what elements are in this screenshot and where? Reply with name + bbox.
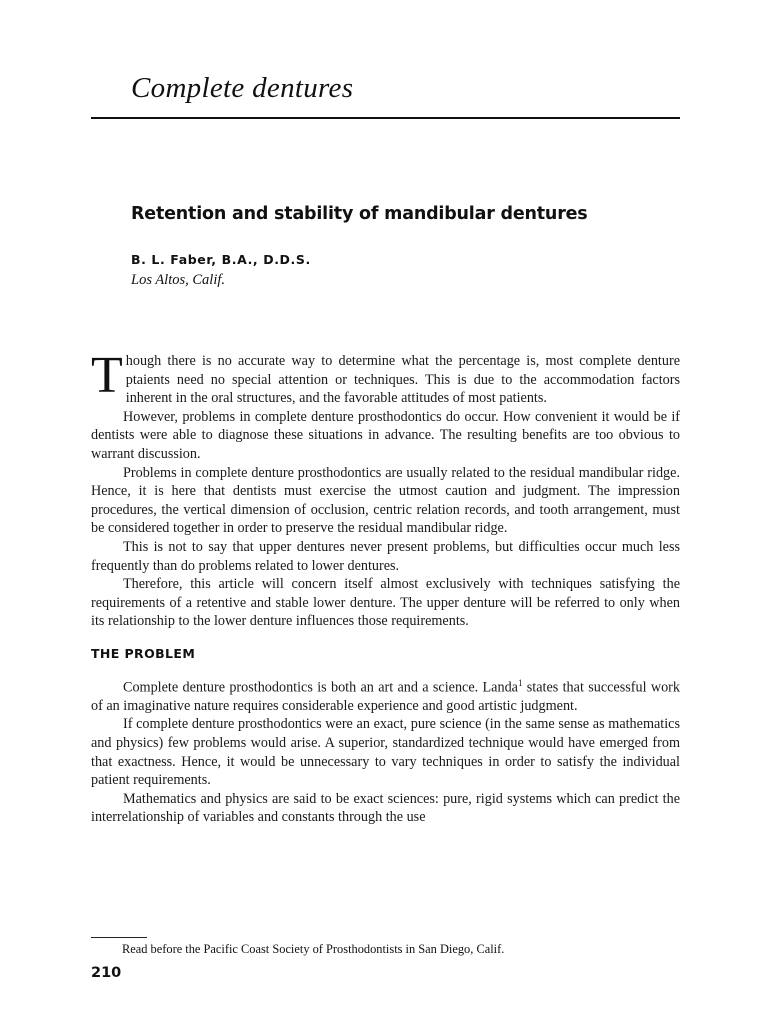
running-head: Complete dentures [131,72,354,104]
intro-text: hough there is no accurate way to determine what the percentage is, most complete denture ptaients need no special attention or techniques. This is due to the accommodation factors inherent in the oral structures, and the favorable attitudes of most patients. [125,353,680,407]
body-paragraph: However, problems in complete denture prosthodontics do occur. How convenient it would be if dentists were able to diagnose these situations in advance. The resulting benefits are too obvious to warrant discussion. [91,408,680,462]
section-paragraph: If complete denture prosthodontics were an exact, pure science (in the same sense as mathematics and physics) few problems would arise. A superior, standardized technique would have emerged from that exactness. Hence, it would be unnecessary to vary techniques in order to satisfy the individual patient requirements. [91,716,680,789]
footnote: Read before the Pacific Coast Society of Prosthodontists in San Diego, Calif. [122,942,505,956]
body-paragraph: Problems in complete denture prosthodontics are usually related to the residual mandibular ridge. Hence, it is here that dentists must exercise the utmost caution and judgment. The impression procedures, the vertical dimension of occlusion, centric relation records, and tooth arrangement, must be considered together in order to preserve the residual mandibular ridge. [91,464,680,537]
section-paragraph: Mathematics and physics are said to be exact sciences: pure, rigid systems which can predict the interrelationship of variables and constants through the use [91,790,680,826]
intro-paragraph [91,347,680,408]
author-line: B. L. Faber, B.A., D.D.S. [131,252,311,267]
page-number: 210 [91,965,122,981]
author-affiliation: Los Altos, Calif. [131,272,226,288]
body-paragraph: Therefore, this article will concern itself almost exclusively with techniques satisfying the requirements of a retentive and stable lower denture. The upper denture will be referred to only when its relationship to the lower denture influences those requirements. [91,576,680,630]
header-rule [91,117,680,119]
reference-marker: 1 [517,677,523,688]
article-body [91,347,680,827]
body-paragraph: This is not to say that upper dentures never present problems, but difficulties occur much less frequently than do problems related to lower dentures. [91,538,680,574]
drop-cap: T [91,347,123,404]
section-paragraph: Complete denture prosthodontics is both an art and a science. Landa$^1$ states that successful work of an imaginative nature requires considerable experience and good artistic judgment. [91,677,680,714]
footnote-rule [91,937,147,938]
section-heading: THE PROBLEM [91,645,196,661]
article-title: Retention and stability of mandibular dentures [131,204,588,224]
